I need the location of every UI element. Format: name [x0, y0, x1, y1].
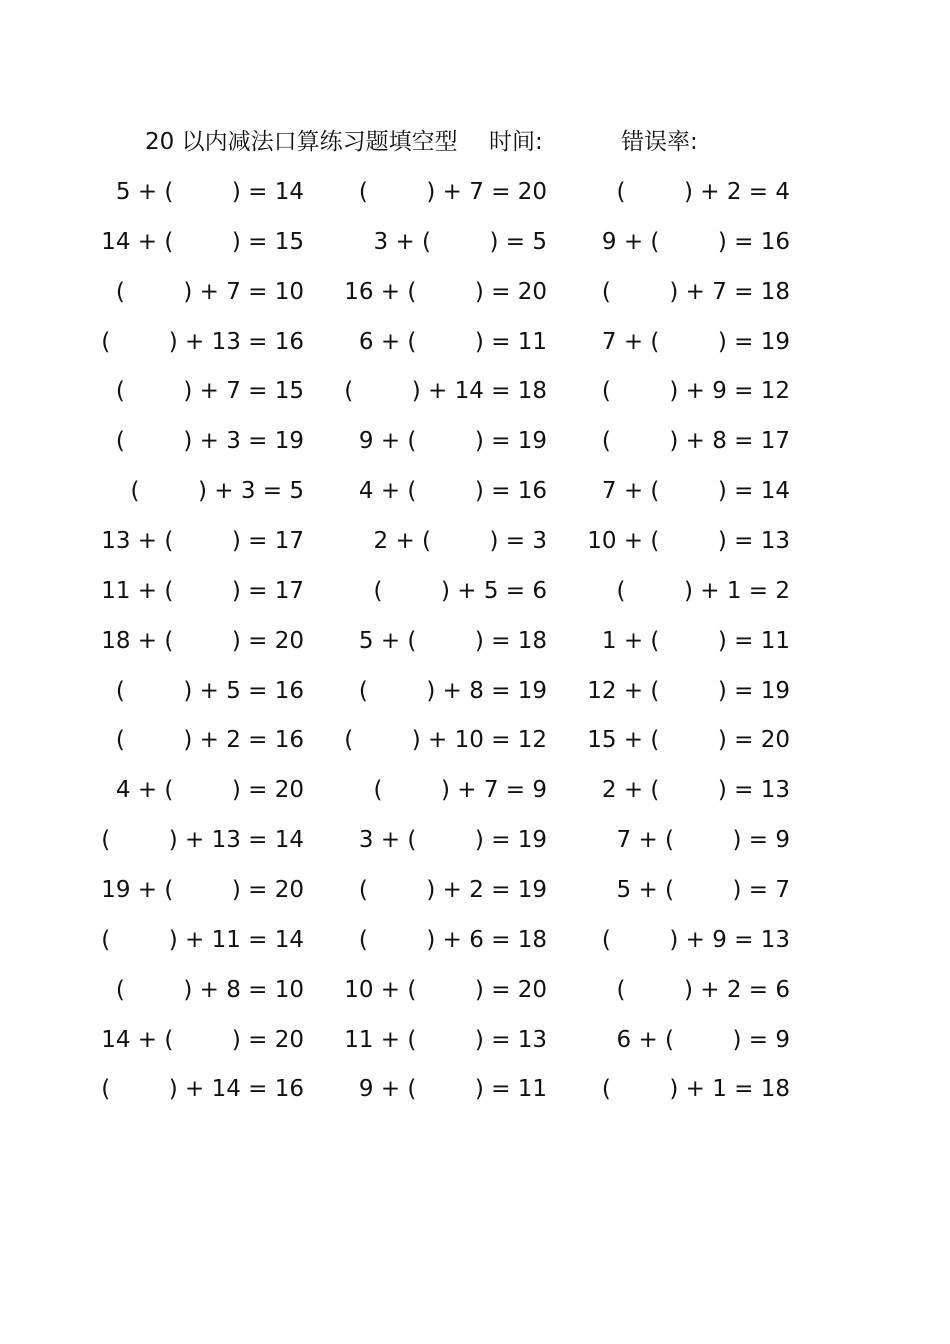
problem-row: [0, 922, 950, 958]
problem-row: [0, 772, 950, 808]
problem-cell: ( ) + 1 = 18: [601, 1076, 790, 1103]
problem-cell: ( ) + 5 = 6: [373, 577, 547, 604]
problem-cell: 12 + ( ) = 19: [587, 677, 790, 704]
problem-cell: 14 + ( ) = 20: [101, 1026, 304, 1053]
problem-cell: 6 + ( ) = 9: [616, 1026, 790, 1053]
problem-row: [0, 324, 950, 360]
problem-row: [0, 274, 950, 310]
problem-cell: ( ) + 8 = 17: [601, 428, 790, 455]
problem-cell: ( ) + 14 = 18: [344, 378, 547, 405]
problem-cell: 14 + ( ) = 15: [101, 228, 304, 255]
problem-cell: ( ) + 2 = 6: [616, 976, 790, 1003]
problem-cell: ( ) + 7 = 9: [373, 777, 547, 804]
problem-cell: ( ) + 9 = 12: [601, 378, 790, 405]
problem-cell: ( ) + 11 = 14: [101, 926, 304, 953]
problem-row: [0, 822, 950, 858]
problem-cell: 3 + ( ) = 19: [358, 827, 547, 854]
problem-cell: ( ) + 13 = 14: [101, 827, 304, 854]
problem-cell: 4 + ( ) = 20: [115, 777, 304, 804]
problem-cell: 3 + ( ) = 5: [373, 228, 547, 255]
problem-cell: 7 + ( ) = 14: [601, 478, 790, 505]
problem-cell: 9 + ( ) = 11: [358, 1076, 547, 1103]
problem-row: [0, 573, 950, 609]
problem-cell: 6 + ( ) = 11: [358, 328, 547, 355]
problem-cell: ( ) + 5 = 16: [115, 677, 304, 704]
problem-cell: ( ) + 3 = 5: [130, 478, 304, 505]
problem-cell: ( ) + 13 = 16: [101, 328, 304, 355]
worksheet-title: 20 以内减法口算练习题填空型: [145, 129, 458, 155]
problem-row: [0, 972, 950, 1008]
problem-row: [0, 174, 950, 210]
problem-row: [0, 373, 950, 409]
problem-cell: 5 + ( ) = 7: [616, 876, 790, 903]
problem-cell: 1 + ( ) = 11: [601, 627, 790, 654]
problem-cell: 5 + ( ) = 18: [358, 627, 547, 654]
problem-cell: ( ) + 7 = 20: [358, 179, 547, 205]
problem-cell: 10 + ( ) = 20: [344, 976, 547, 1003]
problem-cell: 19 + ( ) = 20: [101, 876, 304, 903]
problem-row: [0, 872, 950, 908]
problem-cell: 10 + ( ) = 13: [587, 528, 790, 554]
problem-cell: 4 + ( ) = 16: [358, 478, 547, 505]
problem-cell: ( ) + 8 = 10: [115, 976, 304, 1003]
problem-cell: 7 + ( ) = 19: [601, 328, 790, 355]
problem-cell: 18 + ( ) = 20: [101, 627, 304, 654]
problem-cell: 11 + ( ) = 13: [344, 1026, 547, 1053]
problem-cell: 15 + ( ) = 20: [587, 727, 790, 754]
problem-cell: 9 + ( ) = 19: [358, 428, 547, 455]
problem-row: [0, 722, 950, 758]
problem-row: [0, 473, 950, 509]
problem-cell: 13 + ( ) = 17: [101, 528, 304, 554]
problem-cell: 7 + ( ) = 9: [616, 827, 790, 854]
problem-cell: ( ) + 10 = 12: [344, 727, 547, 754]
problem-cell: ( ) + 2 = 19: [358, 876, 547, 903]
problem-cell: 9 + ( ) = 16: [601, 228, 790, 255]
problem-cell: ( ) + 7 = 18: [601, 278, 790, 305]
problem-row: [0, 224, 950, 260]
problem-cell: ( ) + 14 = 16: [101, 1076, 304, 1103]
problem-cell: ( ) + 8 = 19: [358, 677, 547, 704]
problem-row: [0, 673, 950, 709]
problem-cell: ( ) + 6 = 18: [358, 926, 547, 953]
problem-cell: 2 + ( ) = 3: [373, 528, 547, 554]
problem-cell: 11 + ( ) = 17: [101, 577, 304, 604]
problem-row: [0, 1071, 950, 1107]
problem-cell: ( ) + 7 = 10: [115, 278, 304, 305]
error-rate-label: 错误率:: [621, 129, 698, 155]
time-label: 时间:: [489, 129, 543, 155]
problem-cell: ( ) + 9 = 13: [601, 926, 790, 953]
problem-cell: 16 + ( ) = 20: [344, 278, 547, 305]
problem-cell: 2 + ( ) = 13: [601, 777, 790, 804]
problem-cell: ( ) + 7 = 15: [115, 378, 304, 405]
problem-row: [0, 423, 950, 459]
problem-row: [0, 523, 950, 559]
problem-cell: 5 + ( ) = 14: [115, 179, 304, 205]
problem-cell: ( ) + 3 = 19: [115, 428, 304, 455]
problem-cell: ( ) + 2 = 4: [616, 179, 790, 205]
problem-cell: ( ) + 1 = 2: [616, 577, 790, 604]
problem-cell: ( ) + 2 = 16: [115, 727, 304, 754]
problem-row: [0, 623, 950, 659]
problem-row: [0, 1022, 950, 1058]
